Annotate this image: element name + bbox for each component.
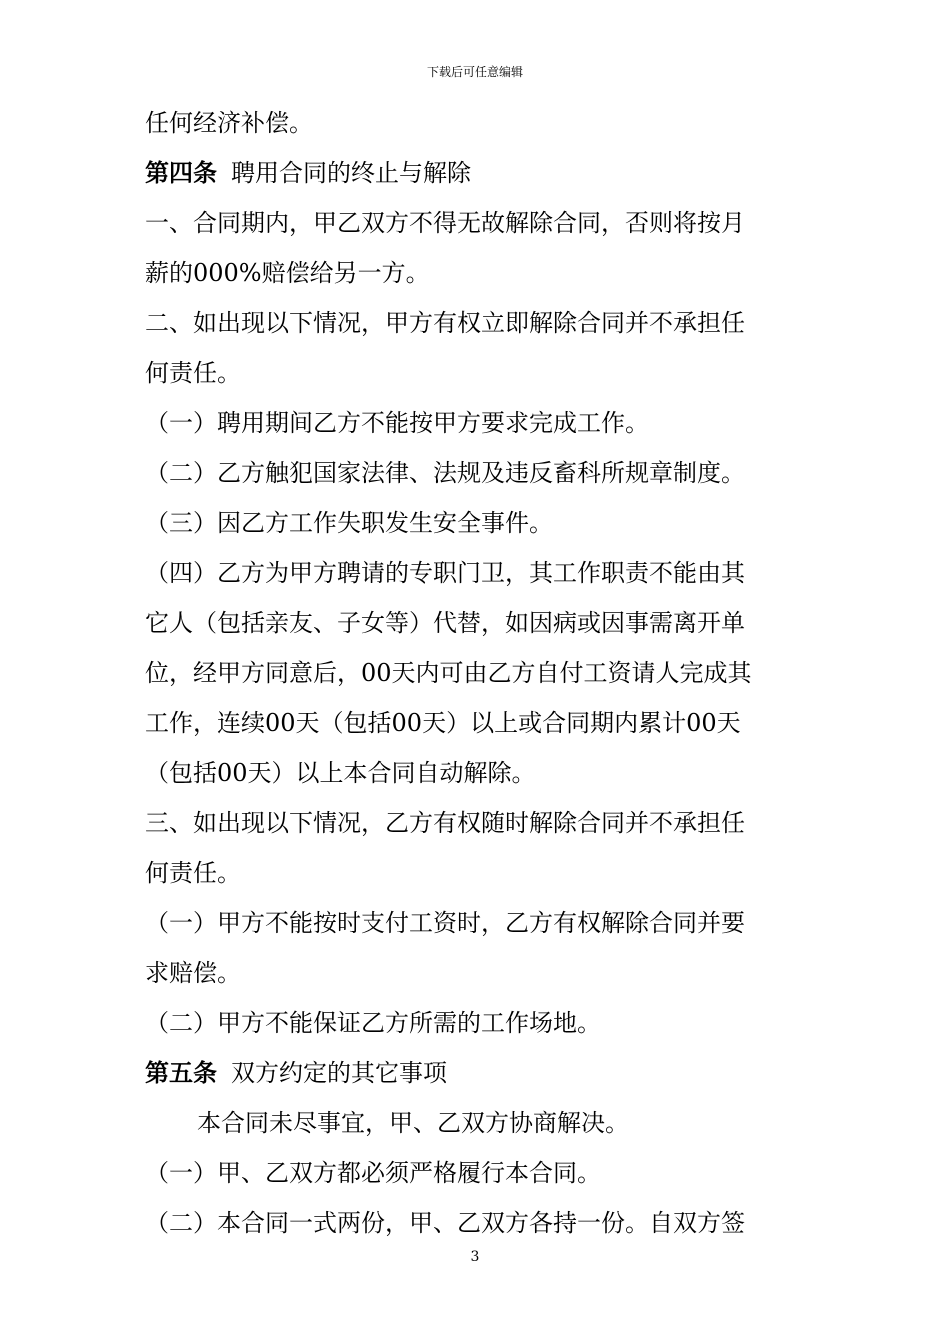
- list-item: （二）甲方不能保证乙方所需的工作场地。: [145, 1009, 601, 1037]
- article-heading: [145, 148, 810, 198]
- article-title: 双方约定的其它事项: [231, 1059, 447, 1087]
- paragraph-line: 一、合同期内，甲乙双方不得无故解除合同，否则将按月: [145, 209, 745, 237]
- page-header: 下载后可任意编辑: [426, 65, 523, 79]
- paragraph-line: 它人（包括亲友、子女等）代替，如因病或因事需离开单: [145, 609, 745, 637]
- article-title: 聘用合同的终止与解除: [231, 159, 471, 187]
- paragraph-line: （包括00天）以上本合同自动解除。: [145, 759, 536, 787]
- paragraph-line: 薪的000%赔偿给另一方。: [145, 259, 430, 287]
- list-item: （一）甲方不能按时支付工资时，乙方有权解除合同并要: [145, 909, 745, 937]
- page-number: 3: [470, 1249, 480, 1265]
- paragraph-line: 二、如出现以下情况，甲方有权立即解除合同并不承担任: [145, 309, 745, 337]
- list-item: （二）本合同一式两份，甲、乙双方各持一份。自双方签: [145, 1209, 745, 1237]
- document-body: [145, 98, 810, 1248]
- paragraph-line: 本合同未尽事宜，甲、乙双方协商解决。: [197, 1109, 629, 1137]
- list-item: （二）乙方触犯国家法律、法规及违反畜科所规章制度。: [145, 459, 745, 487]
- paragraph-line: 何责任。: [145, 859, 241, 887]
- paragraph-line: 何责任。: [145, 359, 241, 387]
- paragraph-line: 三、如出现以下情况，乙方有权随时解除合同并不承担任: [145, 809, 745, 837]
- article-number: 第四条: [145, 158, 217, 187]
- list-item: （一）聘用期间乙方不能按甲方要求完成工作。: [145, 409, 649, 437]
- paragraph-line: 工作，连续00天（包括00天）以上或合同期内累计00天: [145, 709, 741, 737]
- paragraph-line: 位，经甲方同意后，00天内可由乙方自付工资请人完成其: [145, 659, 752, 687]
- paragraph-line: 求赔偿。: [145, 959, 241, 987]
- list-item: （四）乙方为甲方聘请的专职门卫，其工作职责不能由其: [145, 559, 745, 587]
- list-item: （三）因乙方工作失职发生安全事件。: [145, 509, 553, 537]
- article-number: 第五条: [145, 1058, 217, 1087]
- paragraph-line: 任何经济补偿。: [145, 109, 313, 137]
- list-item: （一）甲、乙双方都必须严格履行本合同。: [145, 1159, 601, 1187]
- article-heading: [145, 1048, 810, 1098]
